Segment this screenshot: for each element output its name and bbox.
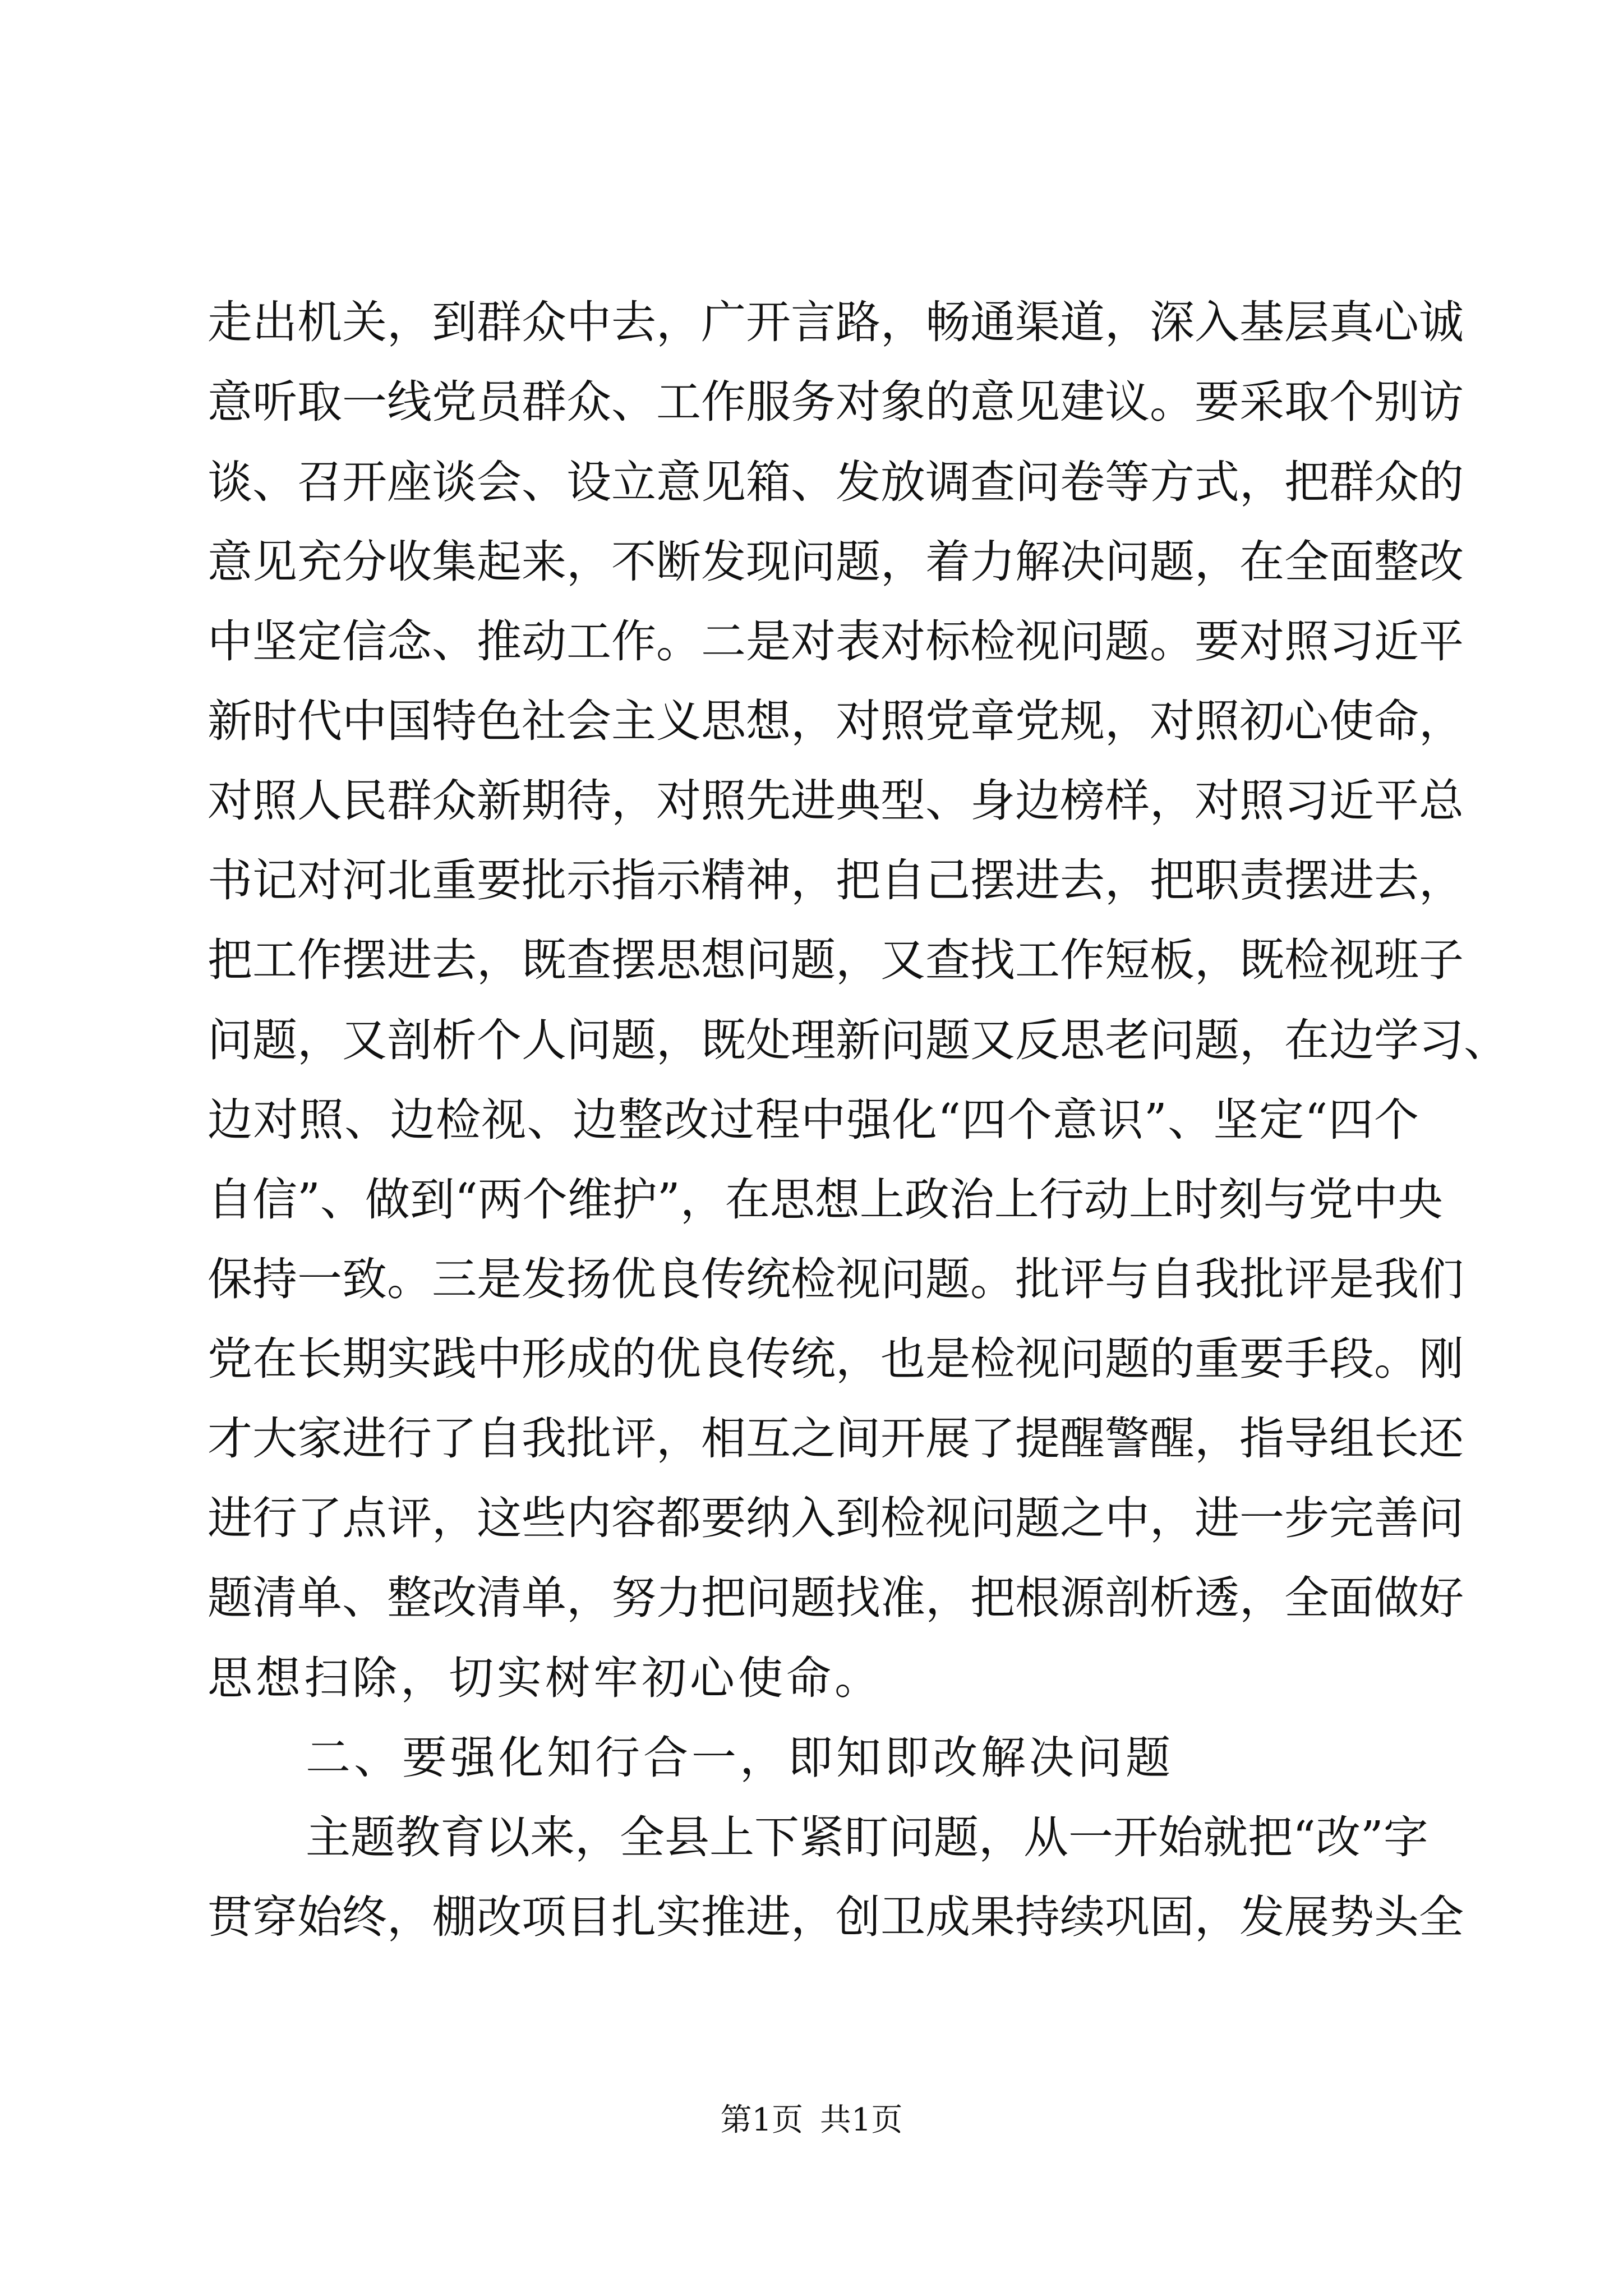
text-line: 才大家进行了自我批评，相互之间开展了提醒警醒，指导组长还 <box>208 1412 1464 1465</box>
text-line: 题清单、整改清单，努力把问题找准，把根源剖析透，全面做好 <box>208 1572 1464 1624</box>
text-line: 问题，又剖析个人问题，既处理新问题又反思老问题，在边学习、 <box>208 1014 1509 1066</box>
text-line: 中坚定信念、推动工作。二是对表对标检视问题。要对照习近平 <box>208 615 1464 668</box>
page-footer <box>0 2101 1623 2140</box>
text-line: 主题教育以来，全县上下紧盯问题，从一开始就把“改”字 <box>306 1811 1428 1864</box>
text-line: 对照人民群众新期待，对照先进典型、身边榜样，对照习近平总 <box>208 775 1464 827</box>
section-heading: 二、要强化知行合一，即知即改解决问题 <box>306 1732 1174 1784</box>
text-line: 书记对河北重要批示指示精神，把自己摆进去，把职责摆进去， <box>208 854 1464 907</box>
text-line: 党在长期实践中形成的优良传统，也是检视问题的重要手段。刚 <box>208 1333 1464 1385</box>
text-line: 意见充分收集起来，不断发现问题，着力解决问题，在全面整改 <box>208 536 1464 588</box>
page-number: 第1页 <box>720 2102 804 2138</box>
text-line: 把工作摆进去，既查摆思想问题，又查找工作短板，既检视班子 <box>208 934 1464 986</box>
text-line: 谈、召开座谈会、设立意见箱、发放调查问卷等方式，把群众的 <box>208 456 1464 508</box>
text-line: 自信”、做到“两个维护”，在思想上政治上行动上时刻与党中央 <box>208 1174 1443 1226</box>
text-line: 进行了点评，这些内容都要纳入到检视问题之中，进一步完善问 <box>208 1492 1464 1544</box>
page-total: 共1页 <box>819 2102 903 2138</box>
text-line: 走出机关，到群众中去，广开言路，畅通渠道，深入基层真心诚 <box>208 296 1464 348</box>
text-line: 思想扫除，切实树牢初心使命。 <box>208 1652 883 1704</box>
text-line: 新时代中国特色社会主义思想，对照党章党规，对照初心使命， <box>208 695 1464 747</box>
text-line: 意听取一线党员群众、工作服务对象的意见建议。要采取个别访 <box>208 376 1464 428</box>
text-line: 贯穿始终，棚改项目扎实推进，创卫成果持续巩固，发展势头全 <box>208 1891 1464 1943</box>
text-line: 保持一致。三是发扬优良传统检视问题。批评与自我批评是我们 <box>208 1253 1464 1305</box>
text-line: 边对照、边检视、边整改过程中强化“四个意识”、坚定“四个 <box>208 1094 1419 1146</box>
